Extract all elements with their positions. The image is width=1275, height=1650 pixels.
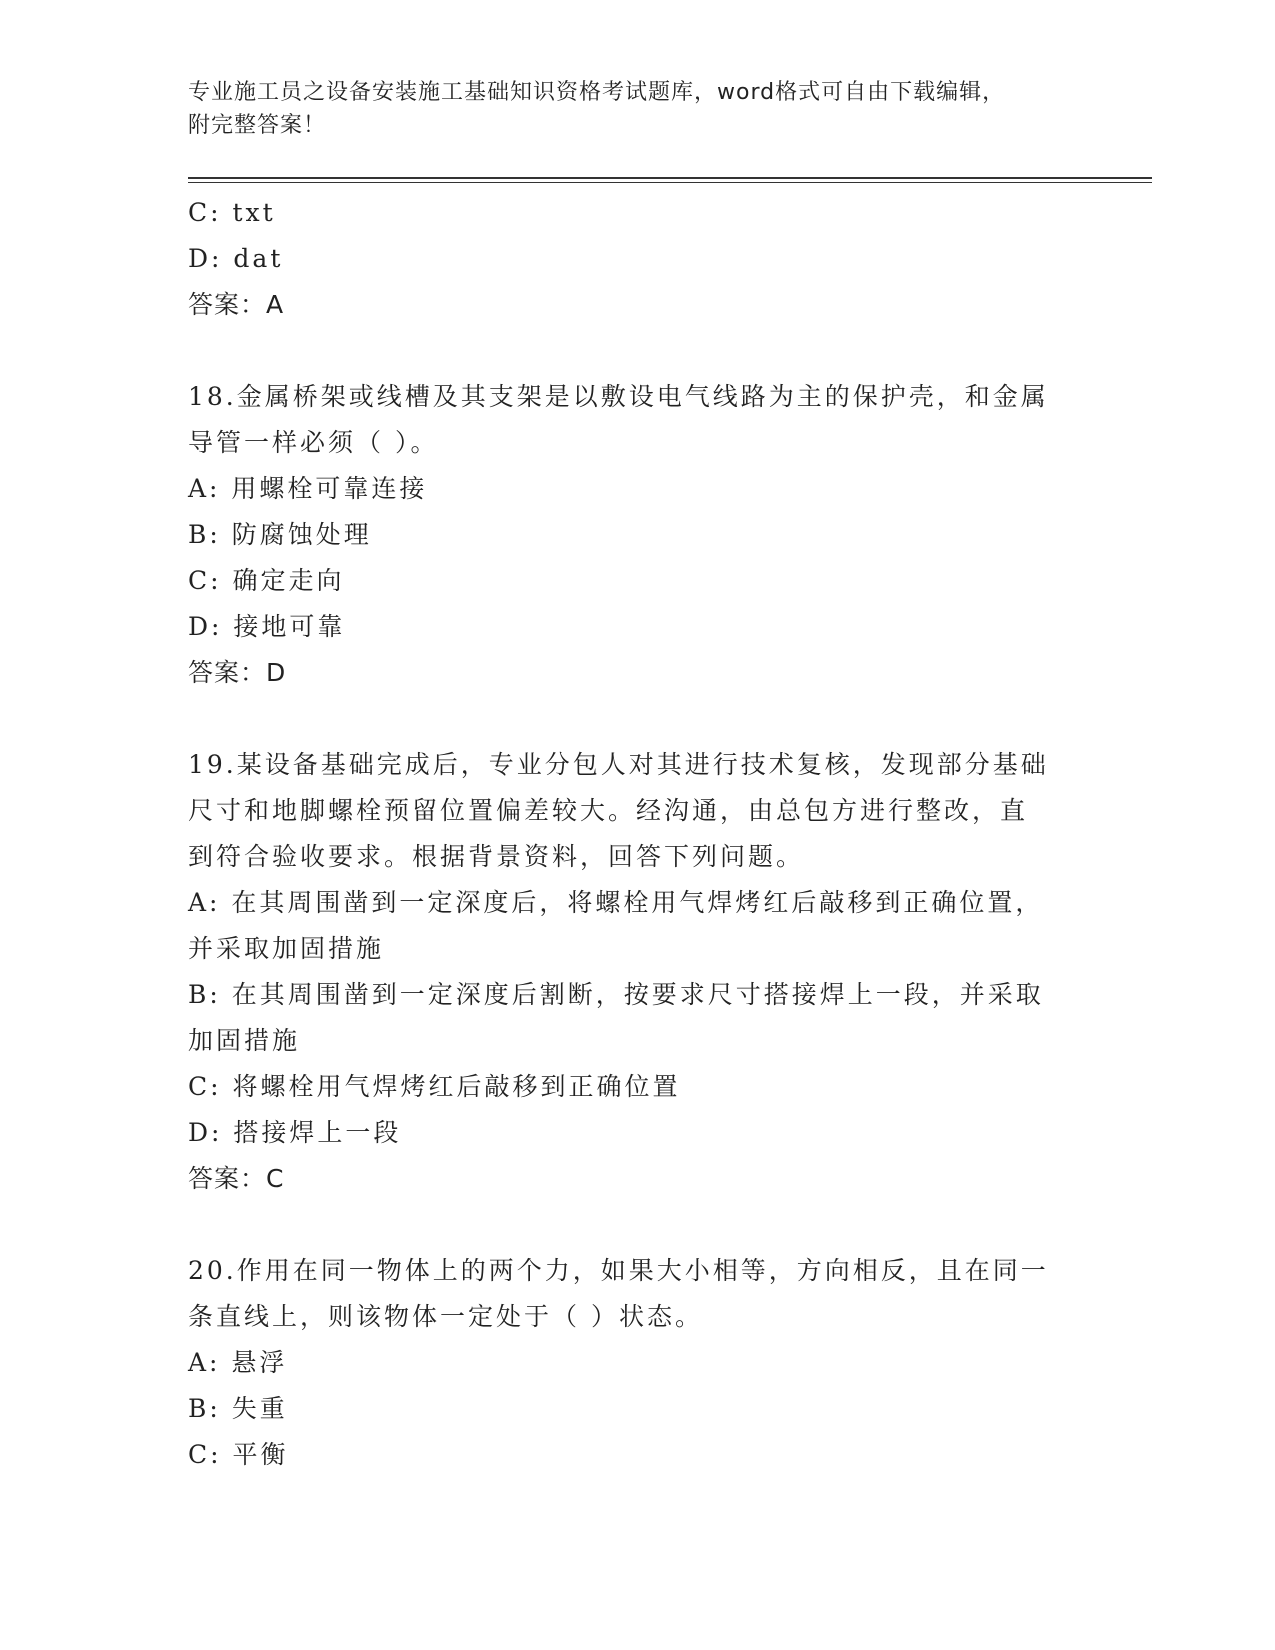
answer-text: 答案：D [188, 658, 287, 687]
option-c: C: 平衡 [188, 1440, 289, 1469]
header-title-line-1: 专业施工员之设备安装施工基础知识资格考试题库，word格式可自由下载编辑， [188, 80, 1006, 105]
spacer [188, 328, 1108, 374]
header-title-line-2: 附完整答案！ [188, 113, 327, 138]
option-b: B: 防腐蚀处理 [188, 520, 372, 549]
option-a: A: 悬浮 [188, 1348, 288, 1377]
option-d: D: dat [188, 244, 284, 273]
question-stem: 19.某设备基础完成后，专业分包人对其进行技术复核，发现部分基础 [188, 750, 1049, 779]
question-stem: 18.金属桥架或线槽及其支架是以敷设电气线路为主的保护壳，和金属 [188, 382, 1049, 411]
question-stem: 条直线上，则该物体一定处于（ ）状态。 [188, 1302, 703, 1331]
option-a: A: 在其周围凿到一定深度后，将螺栓用气焊烤红后敲移到正确位置， [188, 888, 1044, 917]
option-a-continued: 并采取加固措施 [188, 934, 385, 963]
question-stem: 尺寸和地脚螺栓预留位置偏差较大。经沟通，由总包方进行整改，直 [188, 796, 1029, 825]
question-19 [188, 742, 1108, 1202]
header-divider-thick [188, 177, 1152, 179]
question-stem: 20.作用在同一物体上的两个力，如果大小相等，方向相反，且在同一 [188, 1256, 1049, 1285]
header-divider-thin [188, 182, 1152, 183]
spacer [188, 1202, 1108, 1248]
answer-text: 答案：C [188, 1164, 285, 1193]
question-content [188, 190, 1108, 1478]
option-b: B: 失重 [188, 1394, 288, 1423]
option-c: C: 将螺栓用气焊烤红后敲移到正确位置 [188, 1072, 681, 1101]
option-b: B: 在其周围凿到一定深度后割断，按要求尺寸搭接焊上一段，并采取 [188, 980, 1044, 1009]
option-a: A: 用螺栓可靠连接 [188, 474, 428, 503]
question-18 [188, 374, 1108, 696]
document-header [188, 76, 1068, 142]
question-stem: 导管一样必须（ ）。 [188, 428, 439, 457]
question-stem: 到符合验收要求。根据背景资料，回答下列问题。 [188, 842, 805, 871]
answer-text: 答案：A [188, 290, 285, 319]
option-c: C: 确定走向 [188, 566, 345, 595]
spacer [188, 696, 1108, 742]
question-17-tail [188, 190, 1108, 328]
option-d: D: 搭接焊上一段 [188, 1118, 402, 1147]
question-20 [188, 1248, 1108, 1478]
option-c: C: txt [188, 198, 276, 227]
option-b-continued: 加固措施 [188, 1026, 301, 1055]
option-d: D: 接地可靠 [188, 612, 346, 641]
